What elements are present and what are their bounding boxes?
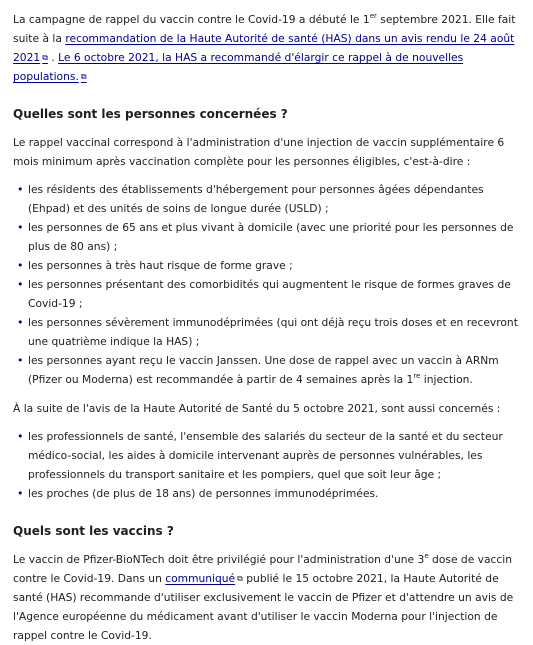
ordinal-superscript: er <box>369 12 377 20</box>
section-heading-concerned: Quelles sont les personnes concernées ? <box>13 107 288 121</box>
section-lead-2: À la suite de l'avis de la Haute Autorité de Santé du 5 octobre 2021, sont aussi concernés : <box>13 402 501 415</box>
list-item: • les personnes ayant reçu le vaccin Janssen. Une dose de rappel avec un vaccin à ARNm (Pfizer ou Moderna) est recommandée à partir de 4 semaines après la 1re injection. <box>28 351 521 389</box>
intro-text: . <box>47 51 59 64</box>
section-lead: Le rappel vaccinal correspond à l'administration d'une injection de vaccin supplémentaire 6 mois minimum après vaccination complète pour les personnes éligibles, c'est-à-dire : <box>13 136 505 168</box>
has-extension-link[interactable]: Le 6 octobre 2021, la HAS a recommandé d'élargir ce rappel à de nouvelles populations. ⧉ <box>13 51 464 83</box>
vaccines-paragraph: Le vaccin de Pfizer-BioNTech doit être privilégié pour l'administration d'une 3e dose de vaccin contre le Covid-19. Dans un communiqué ⧉ publié le 15 octobre 2021, la Haute Autorité de santé (HAS) recommande d'utiliser exclusivement le vaccin de Pfizer et d'attendre un avis de l'Agence européenne du médicament avant d'utiliser le vaccin Moderna pour l'injection de rappel contre le Covid-19. <box>13 552 514 642</box>
list-item: • les personnes de 65 ans et plus vivant à domicile (avec une priorité pour les personnes de plus de 80 ans) ; <box>28 218 521 256</box>
external-link-icon: ⧉ <box>42 53 48 62</box>
intro-text: La campagne de rappel du vaccin contre le Covid-19 a débuté le 1 <box>13 13 370 26</box>
list-item: • les proches (de plus de 18 ans) de personnes immunodéprimées. <box>28 484 521 503</box>
also-concerned-list <box>13 427 521 503</box>
section-heading-vaccines: Quels sont les vaccins ? <box>13 524 174 538</box>
list-item: • les personnes présentant des comorbidités qui augmentent le risque de formes graves de Covid-19 ; <box>28 275 521 313</box>
list-item: • les personnes à très haut risque de forme grave ; <box>28 256 521 275</box>
external-link-icon: ⧉ <box>237 574 243 583</box>
intro-paragraph <box>13 10 521 86</box>
communique-link[interactable]: communiqué <box>165 572 236 585</box>
ordinal-superscript: e <box>424 552 429 560</box>
list-item: • les résidents des établissements d'hébergement pour personnes âgées dépendantes (Ehpad) et des unités de soins de longue durée (USLD) ; <box>28 180 521 218</box>
has-recommendation-link[interactable]: recommandation de la Haute Autorité de santé (HAS) dans un avis rendu le 24 août 2021 ⧉ <box>13 32 515 64</box>
eligible-list <box>13 180 521 389</box>
list-item: • les personnes sévèrement immunodéprimées (qui ont déjà reçu trois doses et en recevront une quatrième indique la HAS) ; <box>28 313 521 351</box>
external-link-icon: ⧉ <box>80 72 87 81</box>
list-item: • les professionnels de santé, l'ensemble des salariés du secteur de la santé et du secteur médico-social, les aides à domicile intervenant auprès de personnes vulnérables, les professionnels du transport sanitaire et les pompiers, quel que soit leur âge ; <box>28 427 521 484</box>
ordinal-superscript: re <box>413 372 421 380</box>
intro-text: septembre 2021. Elle fait suite à la <box>13 13 516 45</box>
